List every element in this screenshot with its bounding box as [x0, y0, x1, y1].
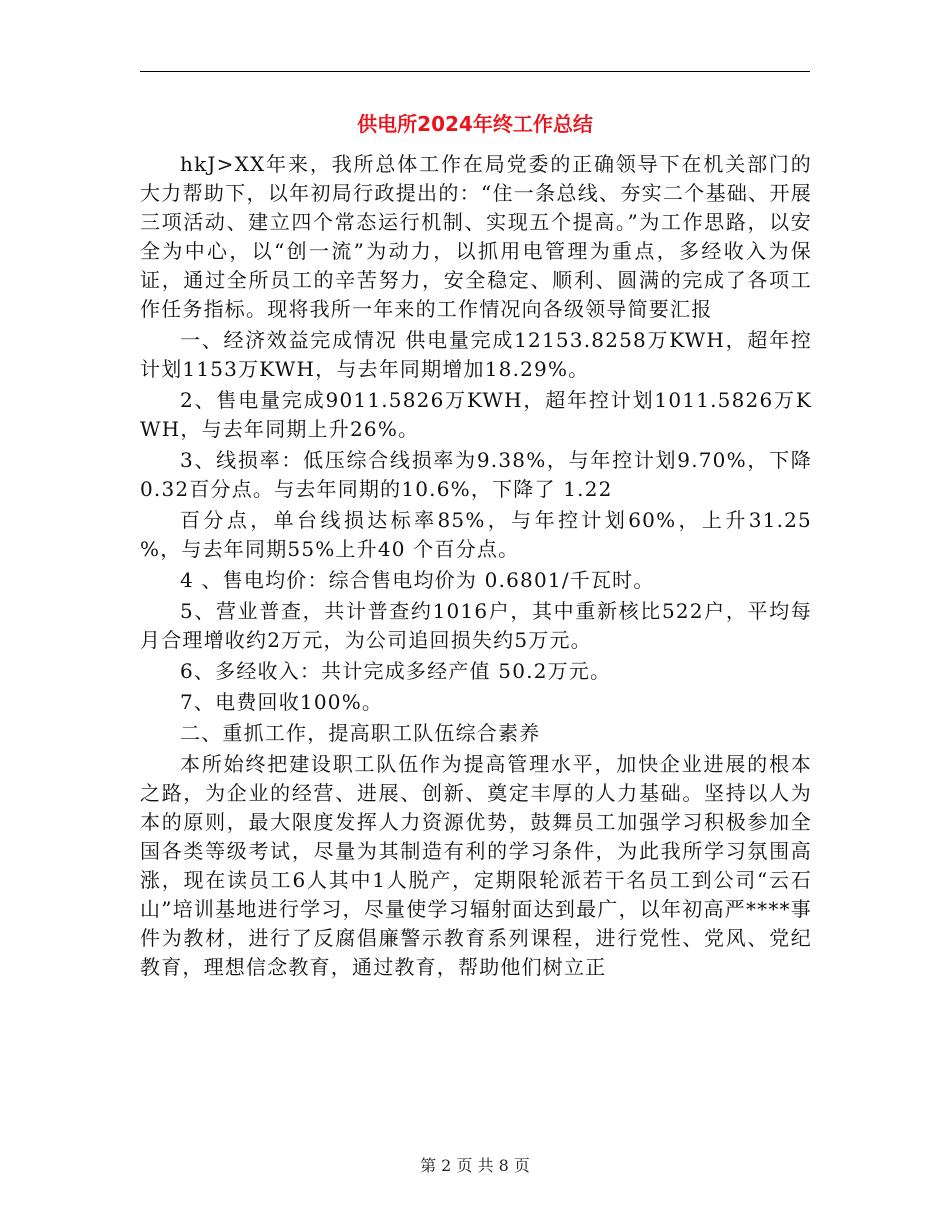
section-heading-staff: 二、重抓工作，提高职工队伍综合素养	[180, 721, 541, 745]
staff-development-paragraph: 本所始终把建设职工队伍作为提高管理水平，加快企业进展的根本之路，为企业的经营、进展、创新、奠定丰厚的人力基础。坚持以人为本的原则，最大限度发挥人力资源优势，鼓舞员工加强学习积极参加全国各类等级考试，尽量为其制造有利的学习条件，为此我所学习氛围高涨，现在读员工6人其中1人脱产，定期限轮派若干名员工到公司“云石山”培训基地进行学习，尽量使学习辐射面达到最广，以年初高严****事件为教材，进行了反腐倡廉警示教育系列课程，进行党性、党风、党纪教育，理想信念教育，通过教育，帮助他们树立正	[140, 752, 812, 979]
economic-results-paragraph: 一、经济效益完成情况 供电量完成12153.8258万KWH，超年控计划1153万KWH，与去年同期增加18.29%。	[140, 328, 812, 381]
line-loss-paragraph: 3、线损率：低压综合线损率为9.38%，与年控计划9.70%，下降0.32百分点。与去年同期的10.6%，下降了 1.22	[140, 448, 812, 501]
diversified-income-paragraph: 6、多经收入：共计完成多经产值 50.2万元。	[180, 659, 612, 683]
average-price-paragraph: 4 、售电均价：综合售电均价为 0.6801/千瓦时。	[180, 568, 655, 592]
document-body	[140, 150, 812, 984]
fee-recovery-paragraph: 7、电费回收100%。	[180, 690, 384, 714]
sales-volume-paragraph: 2、售电量完成9011.5826万KWH，超年控计划1011.5826万KWH，与去年同期上升26%。	[140, 388, 812, 441]
business-survey-paragraph: 5、营业普查，共计普查约1016户，其中重新核比522户，平均每月合理增收约2万元，为公司追回损失约5万元。	[140, 599, 812, 652]
intro-paragraph: hkJ>XX年来，我所总体工作在局党委的正确领导下在机关部门的大力帮助下，以年初局行政提出的：“住一条总线、夯实二个基础、开展三项活动、建立四个常态运行机制、实现五个提高。”为工作思路，以安全为中心，以“创一流”为动力，以抓用电管理为重点，多经收入为保证，通过全所员工的辛苦努力，安全稳定、顺利、圆满的完成了各项工作任务指标。现将我所一年来的工作情况向各级领导简要汇报	[140, 152, 812, 321]
line-loss-continued-paragraph: 百分点，单台线损达标率85%，与年控计划60%，上升31.25 %，与去年同期55%上升40 个百分点。	[140, 508, 812, 561]
document-title: 供电所2024年终工作总结	[357, 112, 593, 136]
page-number: 第 2 页 共 8 页	[420, 1156, 530, 1175]
header-rule	[140, 71, 810, 72]
